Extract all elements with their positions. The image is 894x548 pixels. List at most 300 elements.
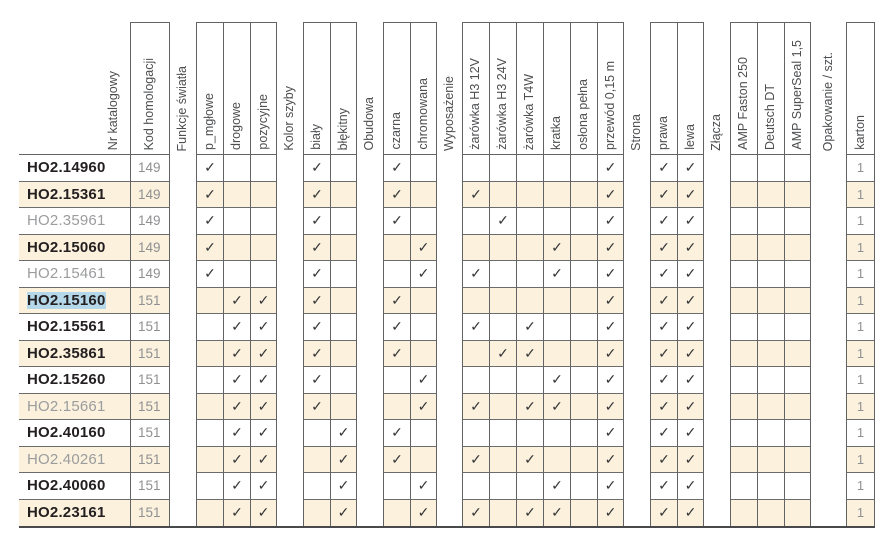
column-header-czarna [384, 23, 410, 155]
check-cell-oslona_pelna [571, 182, 597, 209]
kod-value: 151 [138, 505, 161, 521]
check-icon: ✓ [524, 318, 536, 335]
column-header-label: Deutsch DT [763, 84, 778, 150]
kod-cell [131, 261, 169, 288]
column-strona [624, 22, 650, 526]
check-icon: ✓ [311, 291, 323, 308]
check-icon: ✓ [684, 238, 697, 255]
karton-cell [847, 500, 874, 527]
kod-value: 151 [138, 345, 161, 361]
catalog-number[interactable]: HO2.40160 [27, 424, 106, 442]
check-icon: ✓ [257, 371, 270, 388]
column-header-drogowe [224, 23, 250, 155]
check-cell-p_mglowe [197, 235, 223, 262]
gap-cell [170, 500, 196, 527]
check-icon: ✓ [391, 344, 403, 361]
check-cell-zarowka_t4w [517, 500, 543, 527]
check-cell-pozycyjne [251, 182, 276, 209]
check-cell-oslona_pelna [571, 288, 597, 315]
gap-cell [357, 367, 383, 394]
check-icon: ✓ [684, 291, 697, 308]
check-cell-kratka [544, 155, 570, 182]
gap-cell [437, 288, 462, 315]
check-cell-bialy [304, 394, 330, 421]
karton-cell [847, 288, 874, 315]
gap-cell [437, 420, 462, 447]
check-icon: ✓ [311, 318, 323, 335]
column-obudowa [357, 22, 383, 526]
gap-cell [357, 394, 383, 421]
gap-cell [704, 235, 730, 262]
check-icon: ✓ [417, 238, 430, 255]
kod-cell [131, 208, 169, 235]
check-cell-chromowana [411, 447, 436, 474]
check-icon: ✓ [337, 450, 350, 467]
kod-cell [131, 394, 169, 421]
check-cell-przewod_015m [598, 420, 623, 447]
check-icon: ✓ [497, 344, 509, 361]
check-icon: ✓ [604, 238, 617, 255]
check-cell-blekitny [331, 314, 356, 341]
check-cell-blekitny [331, 208, 356, 235]
catalog-cell[interactable] [19, 447, 130, 474]
gap-cell [811, 182, 846, 209]
column-header-amp_superseal_15 [785, 23, 810, 155]
gap-cell [624, 155, 650, 182]
gap-cell [811, 473, 846, 500]
check-icon: ✓ [470, 265, 482, 282]
check-cell-przewod_015m [598, 314, 623, 341]
column-header-label: przewód 0,15 m [602, 61, 617, 150]
catalog-number[interactable]: HO2.15060 [27, 238, 106, 256]
check-icon: ✓ [604, 371, 617, 388]
check-cell-czarna [384, 235, 410, 262]
check-cell-prawa [651, 473, 677, 500]
check-cell-bialy [304, 420, 330, 447]
column-header-prawa [651, 23, 677, 155]
karton-cell [847, 314, 874, 341]
check-icon: ✓ [391, 318, 403, 335]
kod-value: 149 [138, 160, 161, 176]
check-cell-p_mglowe [197, 367, 223, 394]
check-icon: ✓ [231, 344, 243, 361]
check-cell-p_mglowe [197, 182, 223, 209]
karton-cell [847, 341, 874, 368]
catalog-cell[interactable] [19, 500, 130, 527]
check-cell-lewa [678, 208, 703, 235]
check-cell-zarowka_t4w [517, 367, 543, 394]
gap-cell [704, 473, 730, 500]
column-karton [846, 22, 875, 526]
check-icon: ✓ [257, 397, 270, 414]
gap-cell [277, 341, 303, 368]
column-funkcje_swiatla [170, 22, 196, 526]
check-icon: ✓ [311, 265, 323, 282]
check-icon: ✓ [604, 397, 617, 414]
column-zlacza [704, 22, 730, 526]
gap-cell [811, 208, 846, 235]
check-cell-przewod_015m [598, 155, 623, 182]
check-cell-oslona_pelna [571, 447, 597, 474]
check-cell-czarna [384, 447, 410, 474]
check-cell-kratka [544, 447, 570, 474]
karton-cell [847, 235, 874, 262]
column-header-label: kratka [549, 115, 564, 150]
column-header-p_mglowe [197, 23, 223, 155]
check-cell-lewa [678, 394, 703, 421]
check-icon: ✓ [684, 185, 697, 202]
gap-cell [437, 341, 462, 368]
check-cell-kratka [544, 288, 570, 315]
check-icon: ✓ [231, 450, 243, 467]
check-icon: ✓ [257, 344, 270, 361]
check-icon: ✓ [684, 265, 697, 282]
check-icon: ✓ [257, 504, 270, 521]
column-header-label: Kod homologacji [142, 57, 157, 150]
check-cell-zarowka_h3_24v [490, 367, 516, 394]
gap-cell [357, 208, 383, 235]
check-cell-prawa [651, 500, 677, 527]
check-cell-zarowka_h3_12v [463, 182, 489, 209]
column-header-label: Strona [629, 114, 644, 151]
check-icon: ✓ [604, 291, 617, 308]
check-cell-zarowka_t4w [517, 288, 543, 315]
gap-cell [704, 288, 730, 315]
column-header-label: Opakowanie / szt. [820, 51, 835, 151]
check-cell-zarowka_h3_24v [490, 420, 516, 447]
check-cell-chromowana [411, 420, 436, 447]
check-icon: ✓ [231, 371, 243, 388]
check-cell-zarowka_t4w [517, 182, 543, 209]
check-cell-zarowka_t4w [517, 208, 543, 235]
catalog-number[interactable]: HO2.15561 [27, 318, 106, 336]
check-cell-prawa [651, 261, 677, 288]
column-header-label: Obudowa [362, 97, 377, 151]
check-cell-lewa [678, 420, 703, 447]
column-lewa [677, 22, 704, 526]
column-header-wyposazenie [437, 22, 462, 155]
check-icon: ✓ [524, 450, 536, 467]
gap-cell [437, 314, 462, 341]
gap-cell [170, 367, 196, 394]
check-cell-p_mglowe [197, 155, 223, 182]
column-header-oslona_pelna [571, 23, 597, 155]
check-icon: ✓ [524, 344, 536, 361]
check-icon: ✓ [604, 424, 617, 441]
gap-cell [170, 235, 196, 262]
check-cell-zarowka_h3_24v [490, 447, 516, 474]
check-cell-zarowka_h3_24v [490, 155, 516, 182]
check-cell-amp_superseal_15 [785, 182, 810, 209]
column-header-amp_faston_250 [731, 23, 757, 155]
column-kolor_szyby [277, 22, 303, 526]
check-cell-p_mglowe [197, 314, 223, 341]
kod-value: 149 [138, 186, 161, 202]
check-cell-amp_faston_250 [731, 261, 757, 288]
catalog-cell[interactable] [19, 235, 130, 262]
check-icon: ✓ [257, 477, 270, 494]
gap-cell [704, 394, 730, 421]
check-cell-kratka [544, 208, 570, 235]
column-header-label: chromowana [415, 78, 430, 150]
column-kratka [543, 22, 570, 526]
catalog-number[interactable]: HO2.14960 [27, 159, 106, 177]
check-cell-pozycyjne [251, 261, 276, 288]
catalog-cell[interactable] [19, 261, 130, 288]
catalog-cell[interactable] [19, 473, 130, 500]
check-icon: ✓ [231, 318, 243, 335]
column-header-label: prawa [656, 115, 671, 150]
catalog-cell[interactable] [19, 208, 130, 235]
selected-text[interactable]: HO2.15160 [27, 291, 106, 309]
column-pozycyjne [250, 22, 277, 526]
check-icon: ✓ [551, 397, 563, 414]
check-cell-chromowana [411, 208, 436, 235]
check-icon: ✓ [470, 450, 482, 467]
column-blekitny [330, 22, 357, 526]
column-header-label: żarówka T4W [522, 73, 537, 150]
check-cell-czarna [384, 367, 410, 394]
catalog-cell[interactable] [19, 367, 130, 394]
column-oslona_pelna [570, 22, 597, 526]
check-cell-chromowana [411, 155, 436, 182]
catalog-cell[interactable] [19, 420, 130, 447]
gap-cell [277, 314, 303, 341]
check-cell-drogowe [224, 367, 250, 394]
check-cell-deutsch_dt [758, 447, 784, 474]
check-cell-chromowana [411, 261, 436, 288]
check-icon: ✓ [604, 318, 617, 335]
check-icon: ✓ [604, 477, 617, 494]
check-cell-blekitny [331, 394, 356, 421]
column-catalog [19, 22, 130, 526]
check-icon: ✓ [658, 504, 670, 521]
column-header-lewa [678, 23, 703, 155]
catalog-number[interactable]: HO2.15361 [27, 185, 106, 203]
check-cell-zarowka_t4w [517, 155, 543, 182]
check-cell-czarna [384, 261, 410, 288]
check-cell-zarowka_h3_24v [490, 261, 516, 288]
check-cell-drogowe [224, 208, 250, 235]
kod-value: 149 [138, 266, 161, 282]
check-icon: ✓ [470, 185, 482, 202]
check-cell-przewod_015m [598, 447, 623, 474]
check-icon: ✓ [311, 397, 323, 414]
kod-value: 151 [138, 292, 161, 308]
catalog-cell[interactable] [19, 394, 130, 421]
column-header-karton [847, 23, 874, 155]
karton-value: 1 [856, 160, 865, 176]
check-cell-przewod_015m [598, 473, 623, 500]
gap-cell [624, 473, 650, 500]
karton-value: 1 [856, 372, 865, 388]
gap-cell [811, 447, 846, 474]
check-cell-zarowka_h3_24v [490, 394, 516, 421]
check-cell-prawa [651, 420, 677, 447]
gap-cell [437, 473, 462, 500]
check-cell-chromowana [411, 500, 436, 527]
check-cell-deutsch_dt [758, 394, 784, 421]
check-icon: ✓ [604, 159, 617, 176]
check-cell-amp_faston_250 [731, 288, 757, 315]
check-icon: ✓ [658, 212, 670, 229]
check-cell-amp_superseal_15 [785, 394, 810, 421]
check-icon: ✓ [604, 265, 617, 282]
check-cell-kratka [544, 473, 570, 500]
check-cell-oslona_pelna [571, 420, 597, 447]
check-cell-p_mglowe [197, 473, 223, 500]
check-cell-chromowana [411, 394, 436, 421]
catalog-cell[interactable] [19, 182, 130, 209]
check-cell-przewod_015m [598, 341, 623, 368]
catalog-number[interactable]: HO2.15661 [27, 397, 106, 415]
check-cell-prawa [651, 288, 677, 315]
check-cell-prawa [651, 367, 677, 394]
column-header-catalog [19, 22, 130, 155]
karton-value: 1 [856, 425, 865, 441]
kod-cell [131, 473, 169, 500]
check-cell-czarna [384, 394, 410, 421]
check-cell-amp_faston_250 [731, 420, 757, 447]
column-header-pozycyjne [251, 23, 276, 155]
check-cell-lewa [678, 314, 703, 341]
check-icon: ✓ [231, 477, 243, 494]
gap-cell [624, 288, 650, 315]
check-icon: ✓ [470, 504, 482, 521]
check-icon: ✓ [658, 159, 670, 176]
check-icon: ✓ [604, 212, 617, 229]
kod-cell [131, 288, 169, 315]
check-cell-blekitny [331, 288, 356, 315]
check-icon: ✓ [311, 344, 323, 361]
column-header-strona [624, 22, 650, 155]
gap-cell [277, 288, 303, 315]
check-cell-zarowka_t4w [517, 341, 543, 368]
gap-cell [437, 500, 462, 527]
gap-cell [357, 500, 383, 527]
column-kod [130, 22, 170, 526]
gap-cell [811, 314, 846, 341]
catalog-number[interactable]: HO2.23161 [27, 504, 106, 522]
check-cell-drogowe [224, 500, 250, 527]
column-prawa [650, 22, 677, 526]
column-opakowanie_szt [811, 22, 846, 526]
gap-cell [437, 182, 462, 209]
check-cell-przewod_015m [598, 182, 623, 209]
gap-cell [437, 394, 462, 421]
gap-cell [437, 235, 462, 262]
check-cell-zarowka_h3_12v [463, 341, 489, 368]
check-icon: ✓ [311, 238, 323, 255]
gap-cell [704, 500, 730, 527]
check-cell-amp_superseal_15 [785, 314, 810, 341]
catalog-cell[interactable] [19, 341, 130, 368]
gap-cell [277, 500, 303, 527]
gap-cell [357, 155, 383, 182]
column-header-chromowana [411, 23, 436, 155]
gap-cell [811, 288, 846, 315]
check-cell-czarna [384, 314, 410, 341]
column-header-deutsch_dt [758, 23, 784, 155]
check-cell-kratka [544, 367, 570, 394]
check-icon: ✓ [417, 265, 430, 282]
check-cell-przewod_015m [598, 261, 623, 288]
check-cell-p_mglowe [197, 500, 223, 527]
gap-cell [357, 288, 383, 315]
gap-cell [357, 341, 383, 368]
column-header-blekitny [331, 23, 356, 155]
karton-value: 1 [856, 292, 865, 308]
karton-value: 1 [856, 451, 865, 467]
check-cell-prawa [651, 447, 677, 474]
check-cell-pozycyjne [251, 500, 276, 527]
gap-cell [277, 447, 303, 474]
check-cell-bialy [304, 473, 330, 500]
check-icon: ✓ [204, 212, 216, 229]
catalog-number[interactable]: HO2.35961 [27, 212, 106, 230]
column-p_mglowe [196, 22, 223, 526]
catalog-cell[interactable] [19, 288, 130, 315]
karton-value: 1 [856, 319, 865, 335]
catalog-cell[interactable] [19, 314, 130, 341]
check-icon: ✓ [658, 450, 670, 467]
check-cell-drogowe [224, 182, 250, 209]
check-icon: ✓ [658, 265, 670, 282]
check-cell-zarowka_h3_24v [490, 314, 516, 341]
check-icon: ✓ [391, 185, 403, 202]
check-cell-bialy [304, 341, 330, 368]
check-icon: ✓ [204, 185, 216, 202]
gap-cell [277, 155, 303, 182]
check-cell-oslona_pelna [571, 208, 597, 235]
column-header-label: Nr katalogowy [105, 70, 120, 150]
catalog-number[interactable]: HO2.40060 [27, 477, 106, 495]
check-cell-bialy [304, 261, 330, 288]
check-cell-deutsch_dt [758, 341, 784, 368]
check-cell-przewod_015m [598, 367, 623, 394]
gap-cell [170, 208, 196, 235]
check-cell-zarowka_h3_24v [490, 182, 516, 209]
check-cell-deutsch_dt [758, 288, 784, 315]
column-zarowka_t4w [516, 22, 543, 526]
catalog-cell[interactable] [19, 155, 130, 182]
check-icon: ✓ [470, 397, 482, 414]
check-cell-amp_faston_250 [731, 314, 757, 341]
karton-cell [847, 473, 874, 500]
check-icon: ✓ [257, 318, 270, 335]
check-cell-bialy [304, 235, 330, 262]
gap-cell [170, 288, 196, 315]
column-header-label: AMP Faston 250 [736, 57, 751, 150]
check-cell-oslona_pelna [571, 314, 597, 341]
check-cell-zarowka_h3_12v [463, 394, 489, 421]
check-cell-zarowka_t4w [517, 447, 543, 474]
check-cell-blekitny [331, 155, 356, 182]
check-cell-amp_faston_250 [731, 500, 757, 527]
check-cell-bialy [304, 367, 330, 394]
check-cell-zarowka_h3_24v [490, 341, 516, 368]
catalog-number[interactable]: HO2.40261 [27, 450, 106, 468]
check-cell-czarna [384, 208, 410, 235]
catalog-number[interactable]: HO2.15461 [27, 265, 106, 283]
gap-cell [811, 420, 846, 447]
check-cell-prawa [651, 182, 677, 209]
check-cell-drogowe [224, 288, 250, 315]
catalog-number[interactable]: HO2.15260 [27, 371, 106, 389]
gap-cell [704, 182, 730, 209]
check-cell-chromowana [411, 314, 436, 341]
catalog-number[interactable]: HO2.35861 [27, 344, 106, 362]
